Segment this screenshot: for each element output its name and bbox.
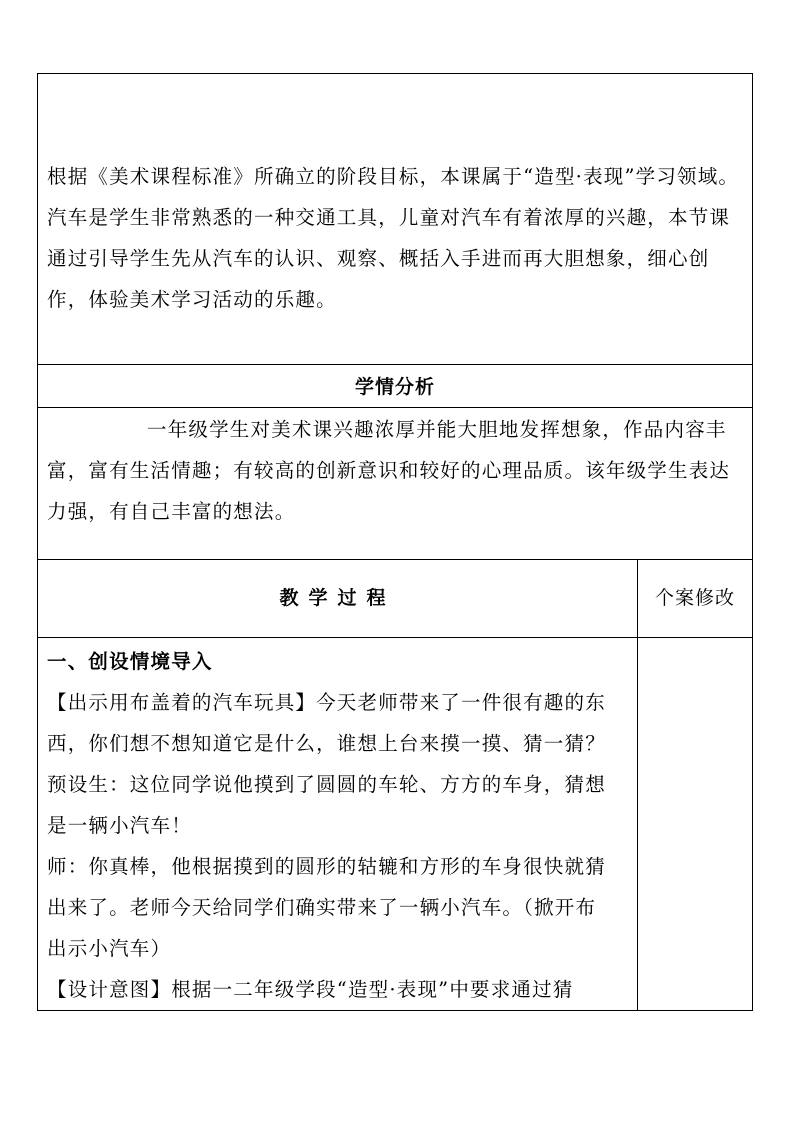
table-divider: [38, 364, 752, 365]
analysis-text: 一年级学生对美术课兴趣浓厚并能大胆地发挥想象，作品内容丰富，富有生活情趣；有较高的创新意识和较好的心理品质。该年级学生表达力强，有自己丰富的想法。: [47, 418, 731, 523]
process-line: 预设生：这位同学说他摸到了圆圆的车轮、方方的车身，猜想: [47, 773, 606, 796]
lesson-plan-table: [37, 73, 753, 1011]
process-line: 是一辆小汽车！: [47, 814, 192, 837]
column-divider: [637, 559, 638, 1010]
process-line: 西，你们想不想知道它是什么，谁想上台来摸一摸、猜一猜？: [47, 732, 606, 755]
process-line: 出示小汽车）: [47, 937, 172, 960]
process-line: 【设计意图】根据一二年级学段“造型·表现”中要求通过猜: [47, 978, 574, 1001]
analysis-heading: 学情分析: [354, 376, 435, 398]
process-line: 师：你真棒，他根据摸到的圆形的轱辘和方形的车身很快就猜: [47, 855, 606, 878]
process-heading: 教学过程: [279, 587, 396, 609]
step-title: 一、创设情境导入: [47, 650, 213, 673]
goal-paragraph: 根据《美术课程标准》所确立的阶段目标，本课属于“造型·表现”学习领域。汽车是学生非常熟悉的一种交通工具，儿童对汽车有着浓厚的兴趣，本节课通过引导学生先从汽车的认识、观察、概括入手进而再大胆想象，细心创作，体验美术学习活动的乐趣。: [47, 165, 740, 311]
revise-heading: 个案修改: [654, 587, 735, 609]
table-divider: [38, 637, 752, 638]
process-line: 出来了。老师今天给同学们确实带来了一辆小汽车。（掀开布: [47, 896, 597, 919]
analysis-paragraph: [47, 409, 747, 532]
process-content: [47, 641, 635, 1010]
process-line: 【出示用布盖着的汽车玩具】今天老师带来了一件很有趣的东: [47, 691, 606, 714]
table-divider: [38, 407, 752, 408]
